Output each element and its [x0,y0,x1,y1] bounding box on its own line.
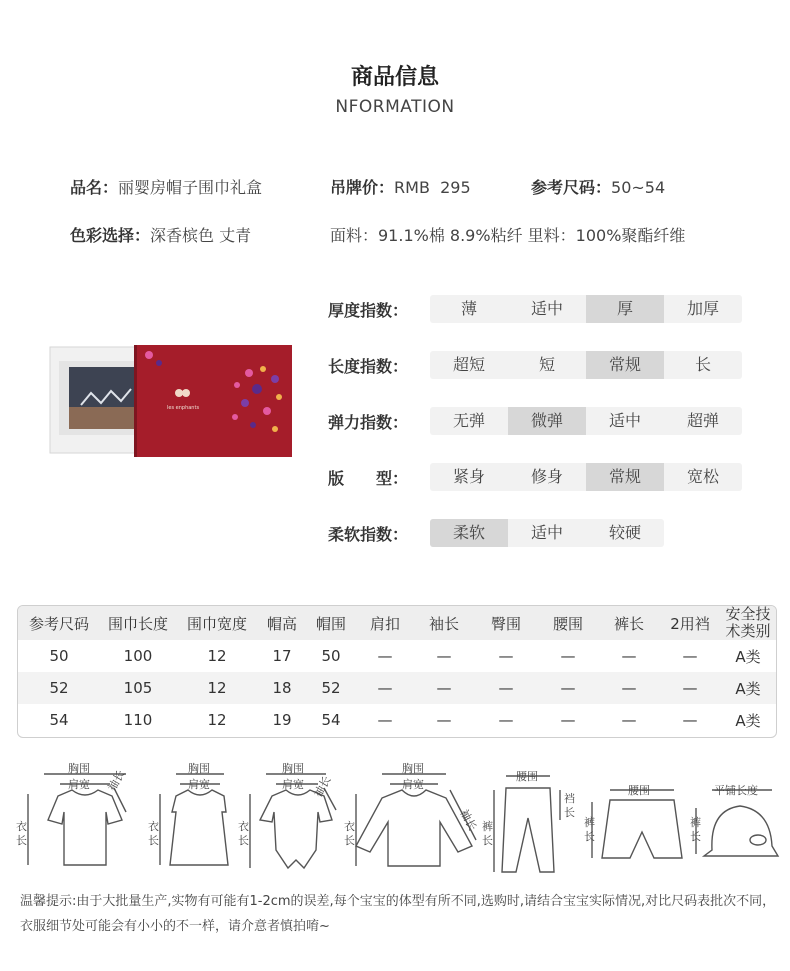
header-cell: 臀围 [474,606,538,640]
table-header-row [18,606,776,640]
tag-price [330,175,471,198]
chest-label: 胸围 [188,762,210,775]
table-cell: 50 [49,647,69,665]
table-cell: 19 [272,711,292,729]
length-label-2: 长 [16,834,27,847]
scale-option: 长 [694,355,711,374]
length-label-2: 长 [238,834,249,847]
pants-length-label-2: 长 [584,830,595,843]
table-cell: — [598,672,660,704]
reference-size-value: 50~54 [611,178,666,197]
header-cell: 2用裆 [660,606,720,640]
scale-option: 薄 [460,299,477,318]
crotch-label-1: 裆 [564,792,575,805]
header-cell [720,606,776,640]
size-notice: 温馨提示:由于大批量生产,实物有可能有1-2cm的误差,每个宝宝的体型有所不同,选购时,请结合宝宝实际情况,对比尺码表批次不同，衣服细节处可能会有小小的不一样，请介意者慎拍唷~ [20,894,776,934]
pants-length-label-2: 长 [690,830,701,843]
attribute-row [328,351,742,379]
scale-option: 短 [538,355,555,374]
table-cell: — [560,711,576,729]
header-cell: 帽围 [306,606,356,640]
color-choice-label: 色彩选择： [70,226,151,245]
shoulder-label: 肩宽 [68,778,90,791]
table-cell: 52 [306,672,356,704]
header-cell: 围巾宽度 [176,606,258,640]
header-cell: 参考尺码 [18,606,100,640]
chest-label: 胸围 [68,762,90,775]
section-title: 商品信息 [350,65,439,90]
chest-label: 胸围 [402,762,424,775]
table-cell: — [682,711,698,729]
pants-length-label-1: 裤 [690,816,701,829]
table-cell: — [621,711,637,729]
shorts-diagram [592,790,682,858]
table-cell: — [498,647,514,665]
scale-option: 适中 [530,523,563,542]
header-cell: 帽高 [258,606,306,640]
attribute-scale [430,407,742,435]
attribute-row [328,519,742,547]
attribute-label: 版 型： [328,468,409,488]
table-row [18,640,776,672]
table-cell: — [356,672,414,704]
table-cell: 105 [100,672,176,704]
scale-option-selected: 微弹 [508,407,586,435]
tag-price-value: RMB 295 [394,178,471,197]
table-cell: — [377,647,393,665]
attribute-scale [430,295,742,323]
table-cell: 12 [176,672,258,704]
attribute-label: 弹力指数： [328,412,409,432]
length-label-1: 衣 [344,820,355,833]
table-cell: A类 [735,647,761,666]
pants-diagram [494,776,560,872]
attribute-scale [430,463,742,491]
product-name-label: 品名： [70,178,119,197]
table-cell: 18 [258,672,306,704]
hat-fabric [69,407,135,429]
reference-size [531,175,665,198]
tag-price-label: 吊牌价： [330,178,395,197]
table-cell: — [474,672,538,704]
table-cell: 12 [207,647,227,665]
attribute-label: 厚度指数： [328,300,409,320]
table-cell: A类 [720,672,776,704]
attributes-panel [328,295,742,575]
table-cell: — [436,711,452,729]
table-cell: — [414,672,474,704]
table-cell: — [538,672,598,704]
table-cell: 100 [123,647,153,665]
brand-logo-dot-2 [182,389,190,397]
table-cell: — [377,711,393,729]
brand-text: les enphants [167,405,200,411]
scale-option: 无弹 [452,411,485,430]
sleeve-label: 袖长 [457,807,480,833]
section-subtitle: NFORMATION [335,97,455,117]
measurement-diagrams [10,760,780,875]
table-row [18,672,776,704]
scale-option: 超短 [452,355,485,374]
scale-option-selected: 常规 [586,463,664,491]
brand-logo-dot-1 [175,389,183,397]
product-image [49,345,293,457]
table-cell: 50 [321,647,341,665]
table-cell: — [498,711,514,729]
shoulder-label: 肩宽 [188,778,210,791]
scale-option: 适中 [530,299,563,318]
pants-length-label-1: 裤 [482,820,493,833]
waist-label: 腰围 [628,784,650,797]
table-cell: — [660,672,720,704]
product-name-value: 丽婴房帽子围巾礼盒 [118,178,263,197]
scale-option-selected: 常规 [586,351,664,379]
table-cell: A类 [735,711,761,730]
size-table [17,605,777,738]
scale-option-selected: 厚 [586,295,664,323]
product-name [70,175,262,198]
reference-size-label: 参考尺码： [531,178,612,197]
attribute-scale [430,351,742,379]
header-cell: 腰围 [538,606,598,640]
table-cell: — [682,647,698,665]
attribute-row [328,407,742,435]
length-label-1: 衣 [16,820,27,833]
attribute-label: 柔软指数： [328,524,409,544]
color-choice [70,223,251,246]
header-cell: 围巾长度 [100,606,176,640]
shoulder-label: 肩宽 [402,778,424,791]
scale-option: 紧身 [452,467,485,486]
length-label-2: 长 [344,834,355,847]
attribute-row [328,463,742,491]
length-label-1: 衣 [238,820,249,833]
header-cell: 肩扣 [356,606,414,640]
attribute-row [328,295,742,323]
table-cell: — [436,647,452,665]
pants-length-label-2: 长 [482,834,493,847]
attribute-label: 长度指数： [328,356,409,376]
table-cell: 54 [49,711,69,729]
table-cell: 110 [123,711,153,729]
length-label-1: 衣 [148,820,159,833]
table-cell: 17 [272,647,292,665]
flat-length-label: 平铺长度 [714,784,758,797]
header-cell-line-1: 安全技 [725,605,771,623]
attribute-scale [430,519,664,547]
table-cell: — [560,647,576,665]
table-cell: — [621,647,637,665]
scale-option: 较硬 [608,523,641,542]
scale-option: 加厚 [686,299,719,318]
table-cell: 52 [18,672,100,704]
scale-option: 宽松 [686,467,719,486]
box-lid-edge [134,345,137,457]
crotch-label-2: 长 [564,806,575,819]
color-choice-value: 深香槟色 丈青 [150,226,252,245]
table-row [18,704,776,736]
table-cell: 54 [321,711,341,729]
fabric-info: 面料：91.1%棉 8.9%粘纤 里料：100%聚酯纤维 [330,226,686,245]
hat-diagram [696,790,778,856]
scale-option-selected: 柔软 [430,519,508,547]
length-label-2: 长 [148,834,159,847]
chest-label: 胸围 [282,762,304,775]
header-cell: 袖长 [414,606,474,640]
header-cell: 裤长 [598,606,660,640]
scale-option: 超弹 [686,411,719,430]
sleeve-label: 袖长 [105,767,128,794]
pants-length-label-1: 裤 [584,816,595,829]
scale-option: 适中 [608,411,641,430]
shoulder-label: 肩宽 [282,778,304,791]
scale-option: 修身 [530,467,563,486]
sleeve-label: 袖长 [311,773,334,800]
waist-label: 腰围 [516,770,538,783]
header-cell-line-2: 术类别 [725,622,771,640]
table-cell: 12 [207,711,227,729]
